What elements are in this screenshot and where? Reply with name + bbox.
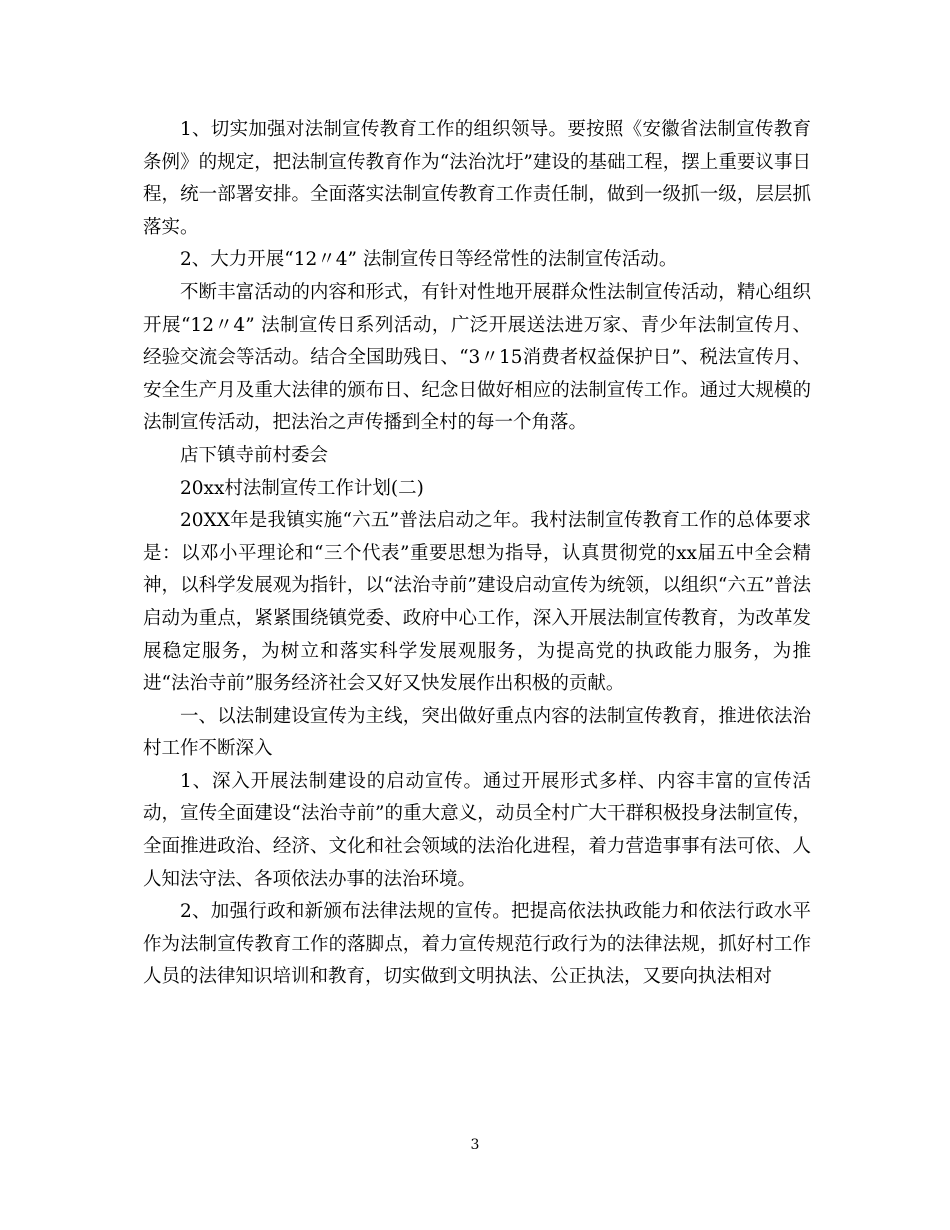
paragraph-legal-day-activities: 不断丰富活动的内容和形式，有针对性地开展群众性法制宣传活动，精心组织开展“12〃4” 法制宣传日系列活动，广泛开展送法进万家、青少年法制宣传月、经验交流会等活动。结合全国助残日、“3〃15消费者权益保护日”、税法宣传月、安全生产月及重大法律的颁布日、纪念日做好相应的法制宣传工作。通过大规模的法制宣传活动，把法治之声传播到全村的每一个角落。 [143,281,811,434]
paragraph-section-one-heading: 一、以法制建设宣传为主线，突出做好重点内容的法制宣传教育，推进依法治村工作不断深入 [143,705,811,760]
paragraph-launch-publicity: 1、深入开展法制建设的启动宣传。通过开展形式多样、内容丰富的宣传活动，宣传全面建设“法治寺前”的重大意义，动员全村广大干群积极投身法制宣传，全面推进政治、经济、文化和社会领域的法治化进程，着力营造事事有法可依、人人知法守法、各项依法办事的法治环境。 [143,770,811,890]
paragraph-signature: 店下镇寺前村委会 [180,444,329,466]
paragraph-overall-requirements: 20XX年是我镇实施“六五”普法启动之年。我村法制宣传教育工作的总体要求是：以邓小平理论和“三个代表”重要思想为指导，认真贯彻党的xx届五中全会精神，以科学发展观为指针，以“法治寺前”建设启动宣传为统领，以组织“六五”普法启动为重点，紧紧围绕镇党委、政府中心工作，深入开展法制宣传教育，为改革发展稳定服务，为树立和落实科学发展观服务，为提高党的执政能力服务，为推进“法治寺前”服务经济社会又好又快发展作出积极的贡献。 [143,510,811,695]
document-body [143,114,811,994]
paragraph-plan-title: 20xx村法制宣传工作计划(二) [180,477,424,499]
paragraph-legal-day-heading: 2、大力开展“12〃4” 法制宣传日等经常性的法制宣传活动。 [180,249,678,271]
page-number: 3 [470,1137,480,1153]
paragraph-organization-leadership: 1、切实加强对法制宣传教育工作的组织领导。要按照《安徽省法制宣传教育条例》的规定，把法制宣传教育作为“法治沈圩”建设的基础工程，摆上重要议事日程，统一部署安排。全面落实法制宣传教育工作责任制，做到一级抓一级，层层抓落实。 [143,119,811,238]
paragraph-administrative-law-publicity: 2、加强行政和新颁布法律法规的宣传。把提高依法执政能力和依法行政水平作为法制宣传教育工作的落脚点，着力宣传规范行政行为的法律法规，抓好村工作人员的法律知识培训和教育，切实做到文明执法、公正执法，又要向执法相对 [143,901,811,988]
